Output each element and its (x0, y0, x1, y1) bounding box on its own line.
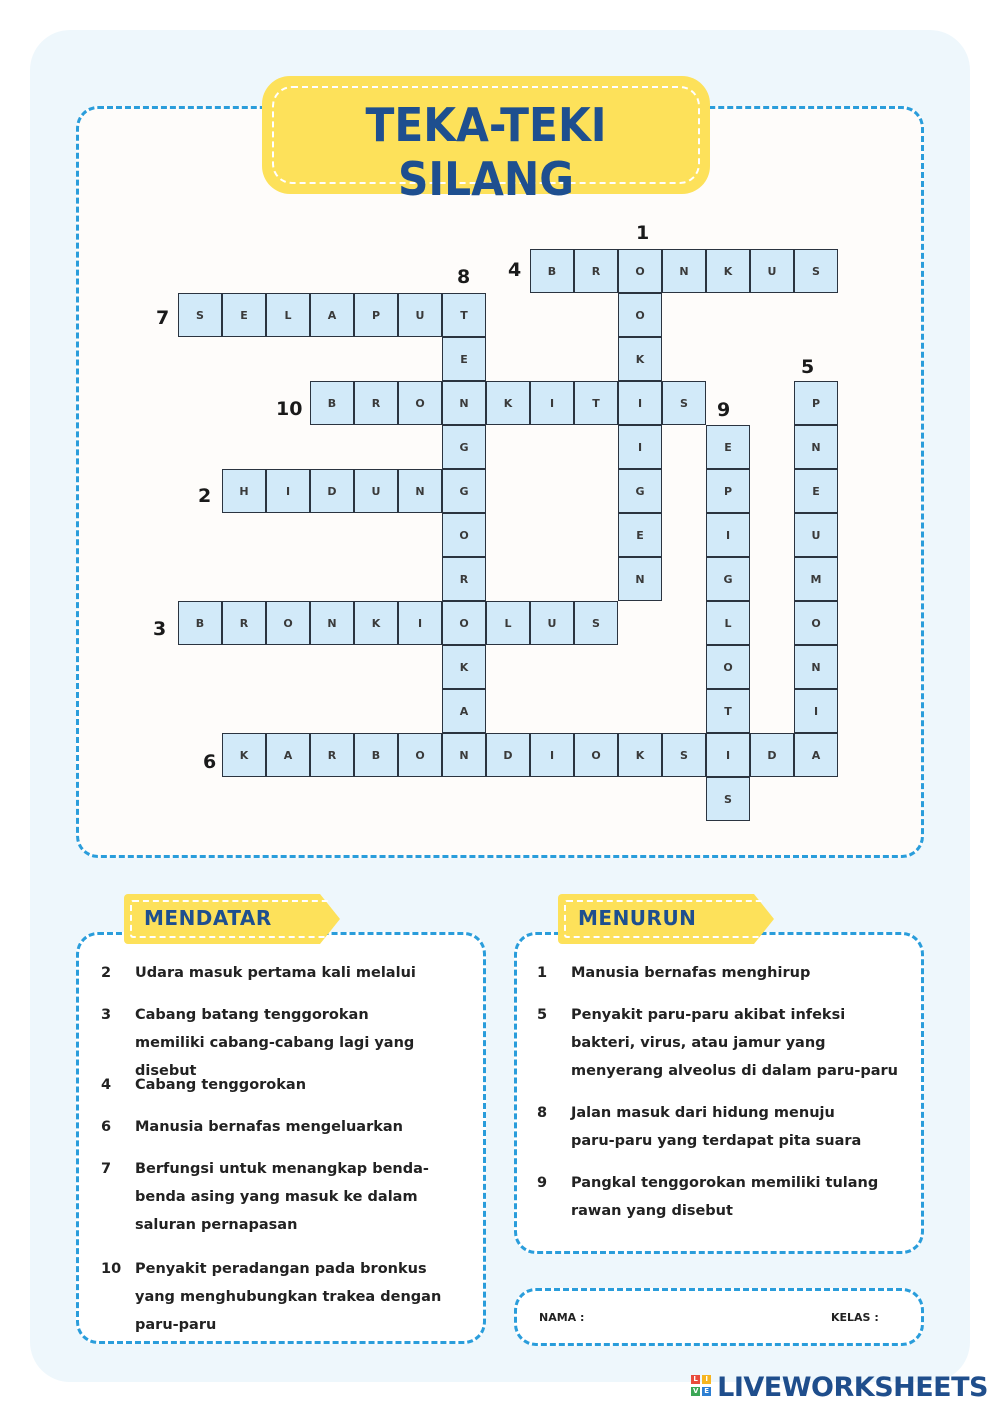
crossword-cell[interactable]: A (266, 733, 310, 777)
crossword-cell[interactable]: I (706, 513, 750, 557)
clue-number: 5 (537, 1007, 548, 1023)
crossword-cell[interactable]: M (794, 557, 838, 601)
crossword-cell[interactable]: D (486, 733, 530, 777)
crossword-cell[interactable]: G (618, 469, 662, 513)
crossword-cell[interactable]: U (794, 513, 838, 557)
crossword-cell[interactable]: U (750, 249, 794, 293)
clue-text: Penyakit paru-paru akibat infeksi bakteri, virus, atau jamur yang menyerang alveolus di dalam paru-paru (571, 1007, 898, 1079)
menurun-heading-tag (558, 894, 778, 944)
clue-text: Berfungsi untuk menangkap benda-benda asing yang masuk ke dalam saluran pernapasan (135, 1161, 429, 1233)
crossword-cell[interactable]: O (618, 293, 662, 337)
clue-number-label: 4 (508, 259, 522, 281)
clue-number: 8 (537, 1105, 548, 1121)
crossword-cell[interactable]: O (618, 249, 662, 293)
crossword-cell[interactable]: H (222, 469, 266, 513)
crossword-cell[interactable]: N (310, 601, 354, 645)
clue-number-label: 10 (276, 398, 303, 420)
crossword-cell[interactable]: N (618, 557, 662, 601)
crossword-cell[interactable]: O (574, 733, 618, 777)
crossword-cell[interactable]: O (442, 601, 486, 645)
crossword-cell[interactable]: U (398, 293, 442, 337)
crossword-cell[interactable]: O (398, 381, 442, 425)
crossword-cell[interactable]: L (706, 601, 750, 645)
clue-text: Pangkal tenggorokan memiliki tulang rawan yang disebut (571, 1175, 879, 1219)
crossword-cell[interactable]: N (794, 645, 838, 689)
crossword-cell[interactable]: A (794, 733, 838, 777)
nama-label: NAMA : (539, 1311, 585, 1324)
crossword-cell[interactable]: T (706, 689, 750, 733)
crossword-cell[interactable]: I (266, 469, 310, 513)
crossword-cell[interactable]: S (574, 601, 618, 645)
crossword-cell[interactable]: P (354, 293, 398, 337)
mendatar-clue-box (76, 932, 486, 1344)
crossword-cell[interactable]: I (618, 381, 662, 425)
crossword-cell[interactable]: R (310, 733, 354, 777)
crossword-cell[interactable]: I (794, 689, 838, 733)
crossword-cell[interactable]: B (178, 601, 222, 645)
crossword-cell[interactable]: E (618, 513, 662, 557)
crossword-cell[interactable]: S (706, 777, 750, 821)
liveworksheets-logo-icon: L I V E (691, 1373, 713, 1403)
crossword-cell[interactable]: U (530, 601, 574, 645)
title-banner (262, 76, 710, 206)
crossword-cell[interactable]: K (222, 733, 266, 777)
crossword-cell[interactable]: I (398, 601, 442, 645)
menurun-clue-box (514, 932, 924, 1254)
crossword-cell[interactable]: G (442, 469, 486, 513)
clue-number: 6 (101, 1119, 112, 1135)
mendatar-heading: MENDATAR (144, 906, 272, 930)
clue-number: 2 (101, 965, 112, 981)
clue-number-label: 2 (198, 485, 212, 507)
clue-text: Cabang tenggorokan (135, 1077, 307, 1093)
crossword-cell[interactable]: S (662, 733, 706, 777)
clue-text: Manusia bernafas menghirup (571, 965, 811, 981)
crossword-cell[interactable]: D (310, 469, 354, 513)
crossword-cell[interactable]: P (794, 381, 838, 425)
crossword-cell[interactable]: D (750, 733, 794, 777)
student-info-box (514, 1288, 924, 1346)
crossword-cell[interactable]: E (794, 469, 838, 513)
clue-text: Udara masuk pertama kali melalui (135, 965, 416, 981)
crossword-cell[interactable]: O (266, 601, 310, 645)
crossword-cell[interactable]: K (706, 249, 750, 293)
crossword-cell[interactable]: K (354, 601, 398, 645)
crossword-cell[interactable]: R (222, 601, 266, 645)
crossword-cell[interactable]: R (354, 381, 398, 425)
liveworksheets-logo (691, 1372, 988, 1403)
crossword-cell[interactable]: A (310, 293, 354, 337)
crossword-cell[interactable]: G (706, 557, 750, 601)
crossword-cell[interactable]: S (662, 381, 706, 425)
crossword-cell[interactable]: I (530, 733, 574, 777)
clue-number: 4 (101, 1077, 112, 1093)
crossword-cell[interactable]: R (442, 557, 486, 601)
clue-number: 3 (101, 1007, 112, 1023)
clue-number: 10 (101, 1261, 122, 1277)
crossword-cell[interactable]: I (706, 733, 750, 777)
clue-number-label: 3 (153, 618, 167, 640)
crossword-cell[interactable]: K (442, 645, 486, 689)
crossword-cell[interactable]: I (530, 381, 574, 425)
clue-number-label: 7 (156, 307, 170, 329)
crossword-cell[interactable]: E (442, 337, 486, 381)
crossword-cell[interactable]: U (354, 469, 398, 513)
crossword-cell[interactable]: L (486, 601, 530, 645)
clue-text: Jalan masuk dari hidung menuju paru-paru yang terdapat pita suara (571, 1105, 862, 1149)
clue-number-label: 9 (717, 399, 731, 421)
clue-number-label: 6 (203, 751, 217, 773)
clue-text: Penyakit peradangan pada bronkus yang menghubungkan trakea dengan paru-paru (135, 1261, 442, 1333)
crossword-cell[interactable]: N (442, 733, 486, 777)
clue-number-label: 8 (457, 266, 471, 288)
crossword-cell[interactable]: E (706, 425, 750, 469)
crossword-cell[interactable]: K (618, 733, 662, 777)
crossword-cell[interactable]: K (486, 381, 530, 425)
crossword-cell[interactable]: O (398, 733, 442, 777)
crossword-cell[interactable]: O (442, 513, 486, 557)
crossword-cell[interactable]: G (442, 425, 486, 469)
crossword-cell[interactable]: E (222, 293, 266, 337)
page-title: TEKA-TEKI SILANG (365, 98, 607, 206)
crossword-cell[interactable]: B (354, 733, 398, 777)
crossword-cell[interactable]: T (574, 381, 618, 425)
crossword-cell[interactable]: N (662, 249, 706, 293)
crossword-cell[interactable]: N (442, 381, 486, 425)
clue-number: 9 (537, 1175, 548, 1191)
crossword-cell[interactable]: L (266, 293, 310, 337)
menurun-heading: MENURUN (578, 906, 697, 930)
crossword-cell[interactable]: B (310, 381, 354, 425)
clue-number-label: 1 (636, 222, 650, 244)
clue-text: Cabang batang tenggorokan memiliki cabang-cabang lagi yang disebut (135, 1007, 415, 1079)
crossword-cell[interactable]: O (794, 601, 838, 645)
crossword-cell[interactable]: N (794, 425, 838, 469)
crossword-cell[interactable]: O (706, 645, 750, 689)
mendatar-heading-tag (124, 894, 344, 944)
crossword-cell[interactable]: R (574, 249, 618, 293)
liveworksheets-brand: LIVEWORKSHEETS (717, 1372, 988, 1403)
crossword-cell[interactable]: A (442, 689, 486, 733)
kelas-label: KELAS : (831, 1311, 879, 1324)
crossword-cell[interactable]: S (178, 293, 222, 337)
clue-number-label: 5 (801, 356, 815, 378)
crossword-cell[interactable]: P (706, 469, 750, 513)
clue-text: Manusia bernafas mengeluarkan (135, 1119, 403, 1135)
crossword-cell[interactable]: N (398, 469, 442, 513)
crossword-cell[interactable]: S (794, 249, 838, 293)
clue-number: 7 (101, 1161, 112, 1177)
crossword-cell[interactable]: B (530, 249, 574, 293)
crossword-cell[interactable]: K (618, 337, 662, 381)
clue-number: 1 (537, 965, 548, 981)
crossword-cell[interactable]: I (618, 425, 662, 469)
crossword-cell[interactable]: T (442, 293, 486, 337)
